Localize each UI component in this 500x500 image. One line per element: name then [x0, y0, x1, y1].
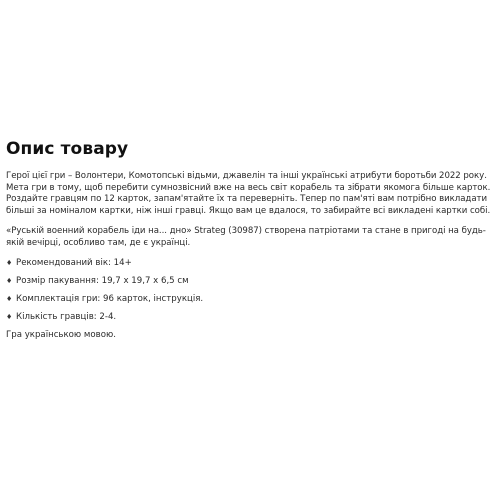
section-title: Опис товару: [6, 139, 129, 159]
spec-item-age: [6, 258, 496, 270]
diamond-bullet-icon: ♦: [6, 259, 13, 267]
description-paragraph: Герої цієї гри – Волонтери, Комотопські відьми, джавелін та інші українські атрибути боротьби 2022 року. Мета гри в тому, щоб перебити сумнозвісний вже на весь світ корабель та зібрати якомога більше карток. Роздайте гравцям по 12 карток, запам'ятайте їх та переверніть. Тепер по пам'яті вам потрібно викладати більші за номіналом картки, ніж інші гравці. Якщо вам це вдалося, то забирайте всі викладені картки собі.: [6, 171, 491, 216]
diamond-bullet-icon: ♦: [6, 277, 13, 285]
specs-list: [6, 258, 496, 324]
spec-text: Кількість гравців: 2-4.: [16, 312, 117, 322]
description-paragraph: «Руській военний корабель іди на... дно» Strateg (30987) створена патріотами та стане в пригоді на будь-якій вечірці, особливо там, де є українці.: [6, 226, 486, 248]
spec-text: Розмір пакування: 19,7 х 19,7 х 6,5 см: [16, 276, 189, 286]
product-description-section: [6, 138, 496, 342]
spec-item-package-size: [6, 276, 496, 288]
spec-item-players: [6, 312, 496, 324]
diamond-bullet-icon: ♦: [6, 313, 13, 321]
spec-text: Рекомендований вік: 14+: [16, 258, 132, 268]
language-note: Гра українською мовою.: [6, 330, 116, 340]
spec-item-contents: [6, 294, 496, 306]
diamond-bullet-icon: ♦: [6, 295, 13, 303]
spec-text: Комплектація гри: 96 карток, інструкція.: [16, 294, 204, 304]
